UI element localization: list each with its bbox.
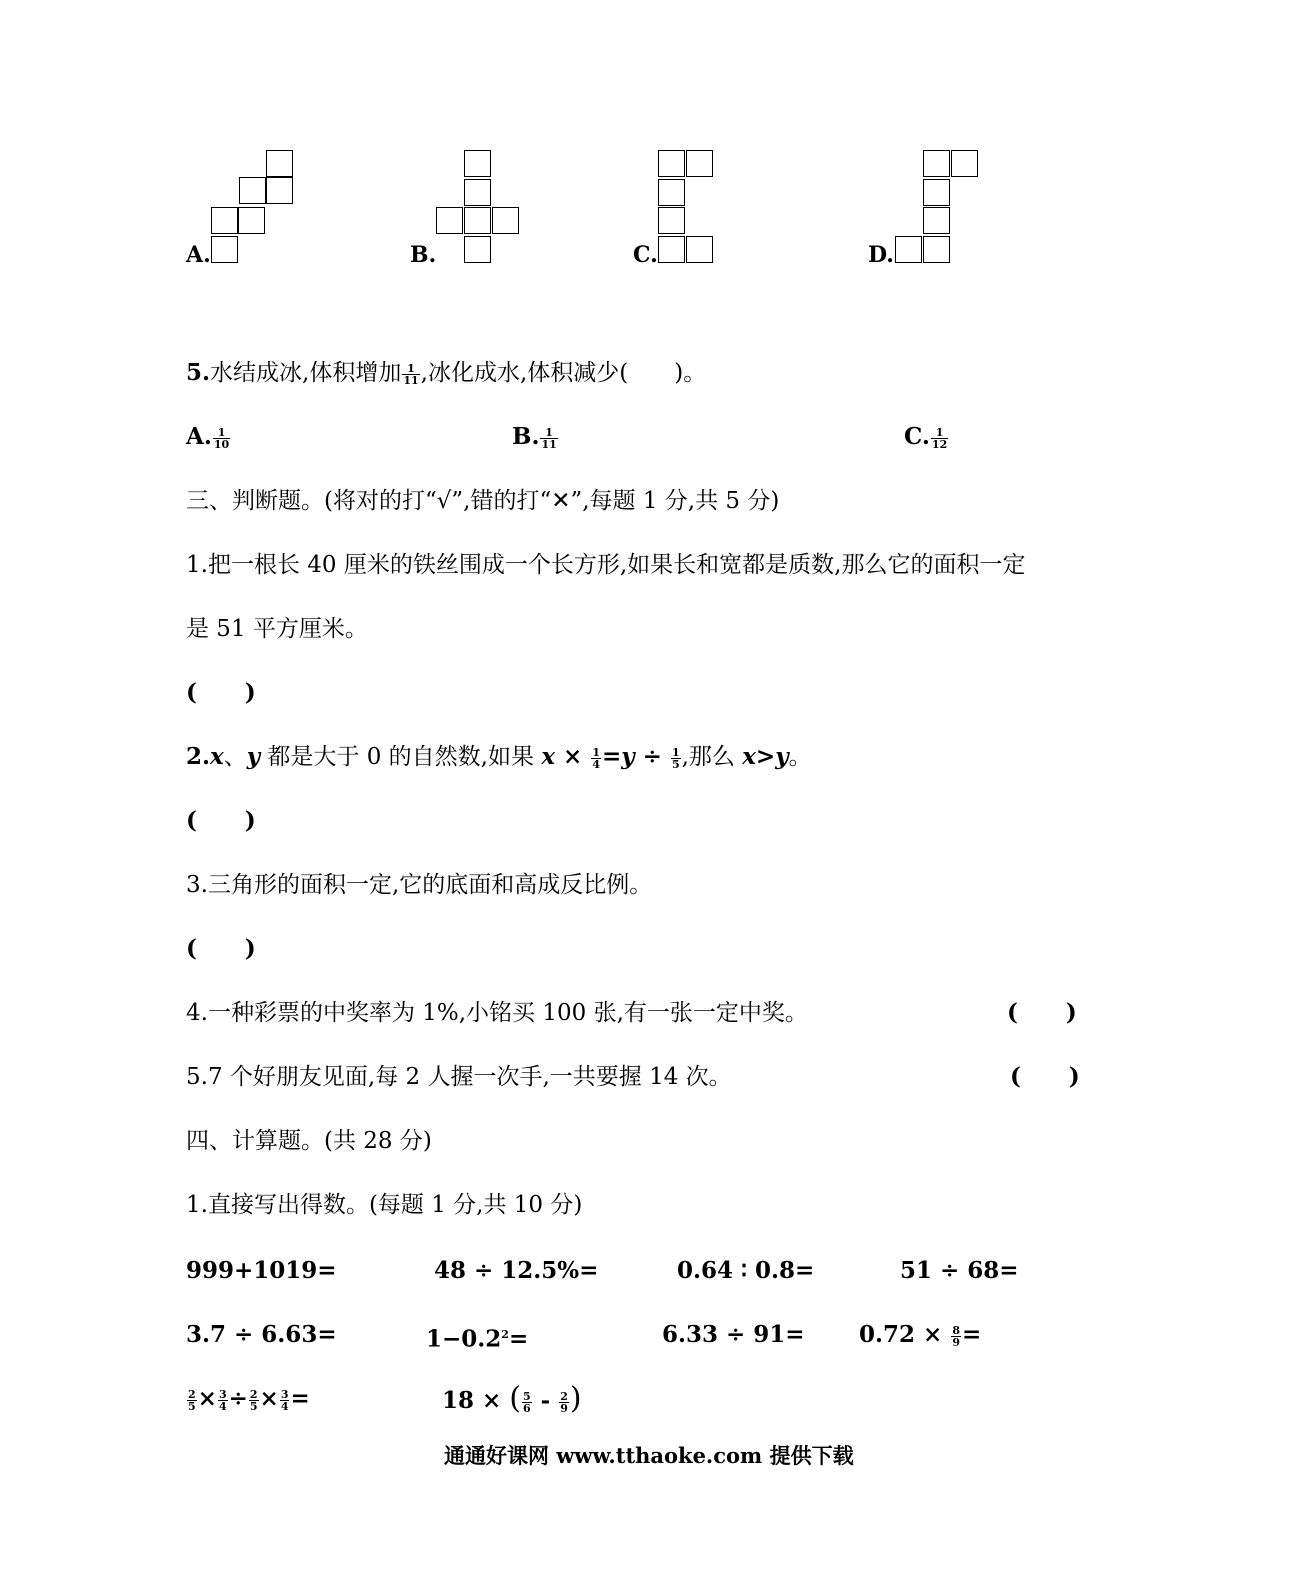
question-text: 水结成冰,体积增加 (210, 360, 402, 386)
question-number: 5. (186, 359, 211, 386)
calc-1: 999+1019= (186, 1257, 337, 1284)
section-4-sub-1: 1.直接写出得数。(每题 1 分,共 10 分) (186, 1192, 583, 1218)
judge-item-2: 2.x、y 都是大于 0 的自然数,如果 x × $\frac{1}{4}$ =y ÷ $\frac{1}{5}$ ,那么 x>y。 (186, 743, 812, 771)
fraction: $\frac{1}{11}$ (403, 361, 419, 387)
judge-item-5: 5.7 个好朋友见面,每 2 人握一次手,一共要握 14 次。 (186, 1064, 732, 1090)
net-label-c: C. (633, 242, 658, 268)
net-label-d: D. (868, 242, 894, 268)
calc-2: 48 ÷ 12.5%= (434, 1257, 599, 1284)
judge-item-3-paren[interactable]: ( ) (186, 935, 256, 962)
calc-5: 3.7 ÷ 6.63= (186, 1321, 337, 1348)
net-option-a (186, 150, 298, 270)
q5-option-c[interactable]: C. $\frac{1}{12}$ (904, 423, 948, 451)
calc-4: 51 ÷ 68= (900, 1257, 1019, 1284)
judge-item-1-line1: 1.把一根长 40 厘米的铁丝围成一个长方形,如果长和宽都是质数,那么它的面积一定 (186, 552, 1026, 578)
judge-item-5-paren[interactable]: ( ) (1010, 1063, 1080, 1090)
calc-8: 0.72 × $\frac{8}{9}$ = (859, 1321, 982, 1349)
question-5 (186, 358, 706, 388)
section-4-title: 四、计算题。(共 28 分) (186, 1128, 432, 1154)
section-3-title: 三、判断题。(将对的打“√”,错的打“✕”,每题 1 分,共 5 分) (186, 488, 780, 514)
calc-9: $\frac{2}{5}$ × $\frac{3}{4}$ ÷ $\frac{2}{5}$ × $\frac{3}{4}$ = (188, 1385, 310, 1413)
net-label-a: A. (186, 242, 211, 268)
judge-item-2-paren[interactable]: ( ) (186, 807, 256, 834)
net-option-c (633, 150, 723, 270)
footer-download-notice: 通通好课网 www.tthaoke.com 提供下载 (444, 1443, 854, 1468)
calc-6: $1-0.2^2=$ (426, 1325, 529, 1353)
judge-item-1-line2: 是 51 平方厘米。 (186, 616, 368, 642)
judge-item-1-paren[interactable]: ( ) (186, 679, 256, 706)
judge-item-4-paren[interactable]: ( ) (1007, 999, 1077, 1026)
calc-10: 18 × ( $\frac{5}{6}$ - $\frac{2}{9}$ ) (442, 1381, 582, 1416)
judge-item-3: 3.三角形的面积一定,它的底面和高成反比例。 (186, 872, 653, 898)
judge-item-4: 4.一种彩票的中奖率为 1%,小铭买 100 张,有一张一定中奖。 (186, 1000, 808, 1026)
calc-3: 0.64 ∶ 0.8= (677, 1257, 815, 1284)
calc-7: 6.33 ÷ 91= (662, 1321, 805, 1348)
net-option-d (868, 150, 983, 270)
question-text: ,冰化成水,体积减少( (420, 360, 629, 386)
question-text: )。 (674, 360, 707, 386)
net-option-b (410, 150, 525, 270)
q5-option-b[interactable]: B. $\frac{1}{11}$ (512, 423, 557, 451)
q5-option-a[interactable]: A. $\frac{1}{10}$ (186, 423, 230, 451)
net-label-b: B. (410, 242, 437, 268)
